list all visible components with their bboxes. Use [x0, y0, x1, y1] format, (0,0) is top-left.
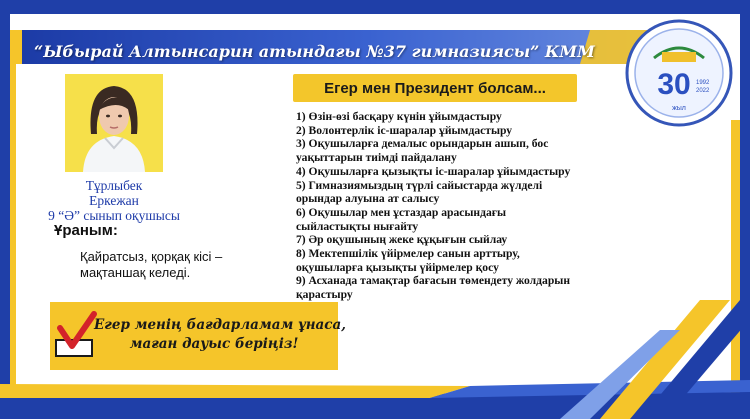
program-line: 7) Әр оқушының жеке құқығын сыйлау	[296, 233, 508, 247]
motto-title: Ұраным:	[54, 222, 118, 239]
school-anniversary-logo-icon	[624, 18, 734, 128]
program-line: 1) Өзін-өзі басқару күнін ұйымдастыру	[296, 110, 502, 123]
candidate-firstname: Еркежан	[89, 193, 139, 208]
vote-call-line-1: Егер менің бағдарламам ұнаса,	[94, 317, 346, 333]
program-line: оқушыларға қызықты үйірмелер қосу	[296, 260, 499, 274]
program-banner: Егер мен Президент болсам...	[293, 74, 577, 102]
motto-text: Қайратсыз, қорқақ кісі – мақтаншақ келеді.	[80, 249, 223, 280]
program-line: 2) Волонтерлік іс-шаралар ұйымдастыру	[296, 123, 513, 137]
program-line: 9) Асханада тамақтар бағасын төмендету жолдарын	[296, 274, 571, 288]
candidate-class: 9 “Ә” сынып оқушысы	[48, 208, 180, 223]
svg-text:30: 30	[657, 68, 691, 101]
svg-text:2022: 2022	[696, 88, 710, 94]
candidate-name	[34, 178, 194, 223]
student-portrait-icon	[65, 74, 163, 172]
school-title: “Ыбырай Алтынсарин атындағы №37 гимназиясы” КММ	[34, 42, 595, 61]
program-line: сыйластықты нығайту	[296, 219, 419, 233]
program-line: 5) Гимназиямыздың түрлі сайыстарда жүлделі	[296, 178, 543, 192]
svg-text:жыл: жыл	[672, 105, 686, 112]
program-line: уақыттарын тиімді пайдалану	[296, 151, 457, 165]
program-line: 4) Оқушыларға қызықты іс-шаралар ұйымдастыру	[296, 164, 571, 178]
candidate-surname: Тұрлыбек	[85, 178, 143, 193]
svg-text:1992: 1992	[696, 80, 710, 86]
vote-call	[94, 316, 346, 354]
program-list	[296, 110, 626, 302]
ballot-check-icon	[54, 310, 98, 364]
program-line: қарастыру	[296, 288, 353, 302]
student-photo	[65, 74, 163, 172]
vote-call-line-2: маған дауыс беріңіз!	[129, 336, 299, 352]
program-line: 3) Оқушыларға демалыс орындарын ашып, бос	[296, 137, 549, 151]
program-line: 6) Оқушылар мен ұстаздар арасындағы	[296, 205, 507, 219]
program-line: 8) Мектепшілік үйірмелер санын арттыру,	[296, 247, 520, 261]
program-line: орындар алуына ат салысу	[296, 192, 440, 206]
